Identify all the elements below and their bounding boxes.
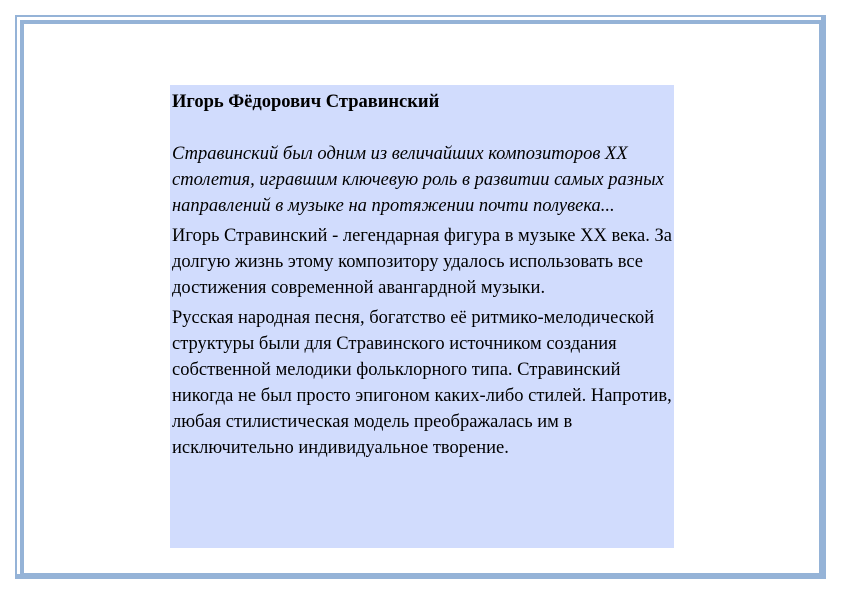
text-box (170, 85, 674, 548)
lead-paragraph: Стравинский был одним из величайших композиторов XX столетия, игравшим ключевую роль в развитии самых разных направлений в музыке на протяжении почти полувека... (172, 144, 664, 216)
slide-title: Игорь Фёдорович Стравинский (172, 92, 440, 112)
paragraph: Русская народная песня, богатство её ритмико-мелодической структуры были для Стравинского источником создания собственной мелодики фольклорного типа. Стравинский никогда не был просто эпигоном каких-либо стилей. Напротив, любая стилистическая модель преображалась им в исключительно индивидуальное творение. (172, 308, 672, 458)
paragraph: Игорь Стравинский - легендарная фигура в музыке XX века. За долгую жизнь этому композитору удалось использовать все достижения современной авангардной музыки. (172, 226, 672, 298)
